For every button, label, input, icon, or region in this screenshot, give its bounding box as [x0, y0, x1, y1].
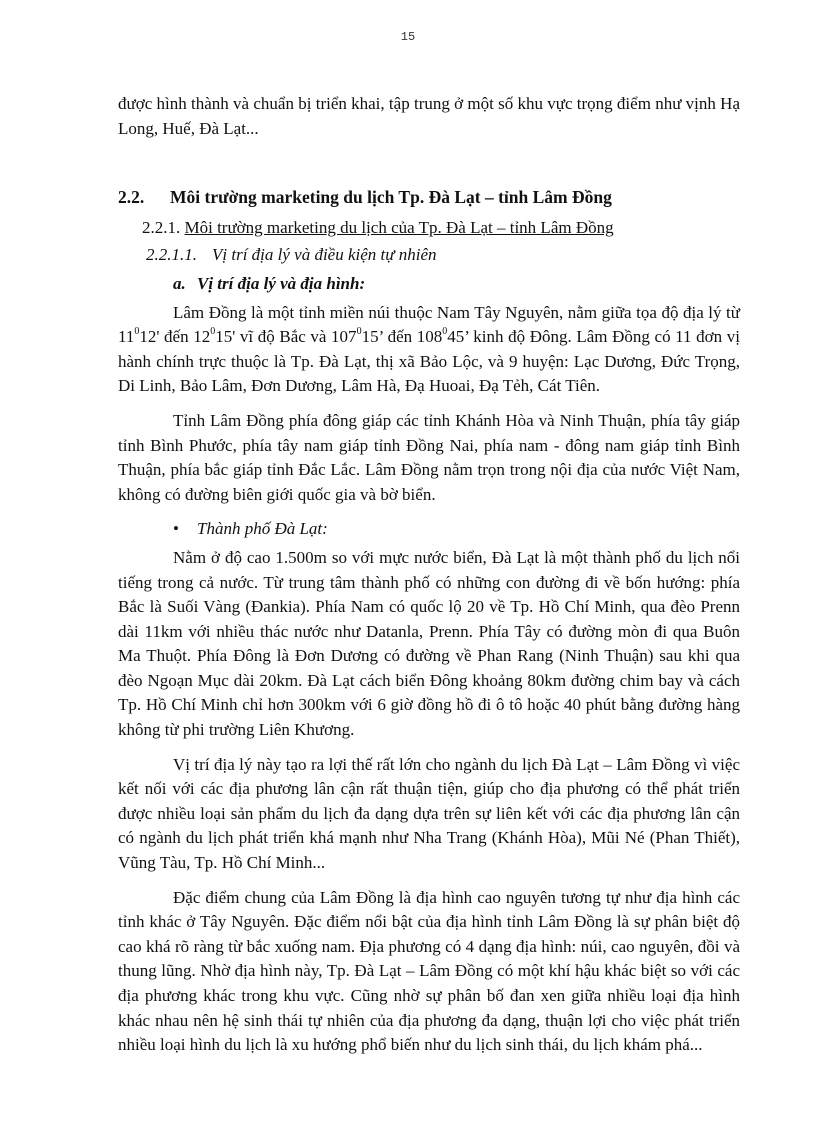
paragraph-advantage: Vị trí địa lý này tạo ra lợi thế rất lớn cho ngành du lịch Đà Lạt – Lâm Đồng vì việc kết nối với các địa phương lân cận rất thuận tiện, giúp cho địa phương có thể phát triển được nhiều loại sản phẩm du lịch đa dạng dựa trên sự liên kết với các địa phương lân cận có ngành du lịch phát triển khá mạnh như Nha Trang (Khánh Hòa), Mũi Né (Phan Thiết), Vũng Tàu, Tp. Hồ Chí Minh...	[118, 754, 740, 873]
subsubsection-heading	[146, 243, 740, 268]
paragraph-borders: Tỉnh Lâm Đồng phía đông giáp các tỉnh Khánh Hòa và Ninh Thuận, phía tây giáp tỉnh Bình Phước, phía tây nam giáp tỉnh Đồng Nai, phía nam - đông nam giáp tỉnh Bình Thuận, phía bắc giáp tỉnh Đắc Lắc. Lâm Đồng nằm trọn trong nội địa của nước Việt Nam, không có đường biên giới quốc gia và bờ biển.	[118, 410, 740, 504]
subsubsection-number: 2.2.1.1.	[146, 245, 197, 265]
intro-paragraph: được hình thành và chuẩn bị triển khai, tập trung ở một số khu vực trọng điểm như vịnh Hạ Long, Huế, Đà Lạt...	[118, 94, 740, 138]
heading-a	[173, 272, 740, 297]
page-content	[118, 92, 740, 1068]
bullet-text: Thành phố Đà Lạt:	[197, 519, 328, 539]
subsection-title: Môi trường marketing du lịch của Tp. Đà Lạt – tỉnh Lâm Đồng	[184, 217, 614, 237]
paragraph-terrain: Đặc điểm chung của Lâm Đồng là địa hình cao nguyên tương tự như địa hình các tỉnh khác ở Tây Nguyên. Đặc điểm nổi bật của địa hình tỉnh Lâm Đồng là sự phân biệt độ cao khá rõ ràng từ bắc xuống nam. Địa phương có 4 dạng địa hình: núi, cao nguyên, đồi và thung lũng. Nhờ địa hình này, Tp. Đà Lạt – Lâm Đồng có một khí hậu khác biệt so với các địa phương khác trong khu vực. Cũng nhờ sự phân bố đan xen giữa nhiều loại địa hình khác nhau nên hệ sinh thái tự nhiên của địa phương đa dạng, thuận lợi cho việc phát triển nhiều loại hình du lịch là xu hướng phổ biến như du lịch sinh thái, du lịch khám phá...	[118, 887, 740, 1055]
section-heading	[118, 185, 740, 210]
page-number: 15	[400, 30, 416, 44]
subsection-heading	[142, 216, 740, 241]
paragraph-location: Lâm Đồng là một tỉnh miền núi thuộc Nam Tây Nguyên, nằm giữa tọa độ địa lý từ $11^012'$ đến $12^015'$ vĩ độ Bắc và $107^015$’ đến $108^045$’ kinh độ Đông. Lâm Đồng có 11 đơn vị hành chính trực thuộc là Tp. Đà Lạt, thị xã Bảo Lộc, và 9 huyện: Lạc Dương, Đức Trọng, Di Linh, Bảo Lâm, Đơn Dương, Lâm Hà, Đạ Huoai, Đạ Tẻh, Cát Tiên.	[118, 302, 740, 396]
heading-a-title: Vị trí địa lý và địa hình:	[197, 273, 366, 293]
bullet-dalat-city	[173, 517, 740, 542]
subsubsection-title: Vị trí địa lý và điều kiện tự nhiên	[212, 245, 437, 265]
bullet-icon: •	[173, 519, 179, 539]
section-title: Môi trường marketing du lịch Tp. Đà Lạt – tỉnh Lâm Đồng	[170, 187, 612, 208]
heading-a-label: a.	[173, 273, 186, 293]
paragraph-dalat-routes: Nằm ở độ cao 1.500m so với mực nước biển, Đà Lạt là một thành phố du lịch nổi tiếng trong cả nước. Từ trung tâm thành phố có những con đường đi về bốn hướng: phía Bắc là Suối Vàng (Đankia). Phía Nam có quốc lộ 20 về Tp. Hồ Chí Minh, qua đèo Prenn dài 11km với nhiều thác nước như Datanla, Prenn. Phía Tây có đường mòn đi qua Buôn Ma Thuột. Phía Đông là Đơn Dương có đường về Phan Rang (Ninh Thuận) sau khi qua đèo Ngoạn Mục dài 20km. Đà Lạt cách biển Đông khoảng 80km đường chim bay và cách Tp. Hồ Chí Minh chỉ hơn 300km với 6 giờ đồng hồ đi ô tô hoặc 40 phút bằng đường hàng không từ phi trường Liên Khương.	[118, 547, 740, 740]
subsection-number: 2.2.1.	[142, 217, 181, 237]
section-number: 2.2.	[118, 187, 145, 208]
